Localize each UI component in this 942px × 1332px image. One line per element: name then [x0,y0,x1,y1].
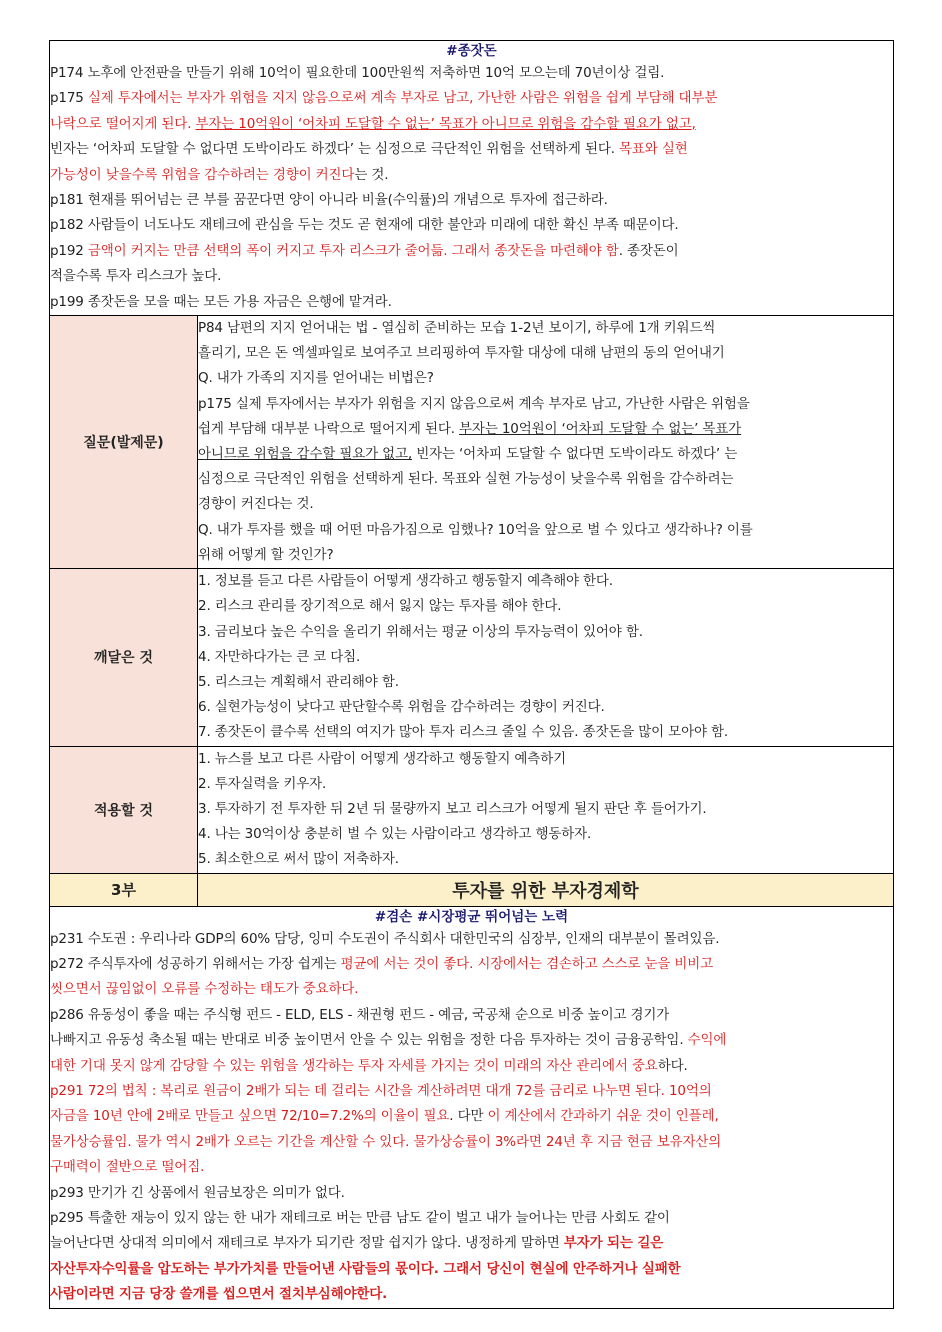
text-line [50,1003,893,1028]
apply-label: 적용할 것 [50,746,198,873]
text-segment: p192 [50,242,88,259]
text-segment: 가능성이 낮을수록 위험을 감수하려는 경향이 커진다 [50,166,355,183]
text-line [198,847,893,872]
text-line [50,1181,893,1206]
text-line [50,239,893,264]
text-line [50,1028,893,1053]
text-segment: p293 만기가 긴 상품에서 원금보장은 의미가 없다. [50,1184,345,1201]
text-line [198,518,893,543]
text-segment: 하다. [657,1057,688,1074]
text-segment: 실제 투자에서는 부자가 위험을 지지 않음으로써 계속 부자로 남고, 가난한 사람은 위험을 쉽게 부담해 대부분 [87,90,718,107]
text-line [50,952,893,977]
text-line [50,1206,893,1231]
section1-body [50,61,893,315]
text-segment: 나락으로 떨어지게 된다. [50,115,196,132]
text-line [50,1231,893,1256]
text-segment: 목표와 실현 [619,141,688,158]
text-line [198,645,893,670]
text-segment: 수익에 [687,1032,727,1049]
text-segment: P84 남편의 지지 얻어내는 법 - 열심히 준비하는 모습 1-2년 보이기, 하루에 1개 키워드씩 [198,320,716,337]
text-segment: 3. 금리보다 높은 수익을 올리기 위해서는 평균 이상의 투자능력이 있어야 함. [198,623,643,640]
section1-hashtag: #종잣돈 [446,43,497,59]
text-line [50,1155,893,1180]
text-segment: 부자는 10억원이 ‘어차피 도달할 수 없는’ 목표가 [459,420,742,437]
text-segment: 5. 리스크는 계획해서 관리해야 함. [198,673,399,690]
text-segment: 4. 나는 30억이상 충분히 벌 수 있는 사람이라고 생각하고 행동하자. [198,826,592,843]
text-line [198,620,893,645]
text-segment: 이 계산에서 간과하기 쉬운 것이 인플레, [487,1108,719,1125]
section2-body [50,927,893,1308]
text-line [198,670,893,695]
text-line [198,417,893,442]
text-segment: Q. 내가 투자를 했을 때 어떤 마음가짐으로 임했나? 10억을 앞으로 벌 수 있다고 생각하나? 이를 [198,521,753,538]
text-line [50,927,893,952]
text-segment: P174 노후에 안전판을 만들기 위해 10억이 필요한데 100만원씩 저축하면 10억 모으는데 70년이상 걸림. [50,65,665,81]
question-body [198,316,894,569]
text-segment: p286 유동성이 좋을 때는 주식형 펀드 - ELD, ELS - 채권형 펀드 - 예금, 국공채 순으로 비중 높이고 경기가 [50,1006,670,1023]
text-line [50,137,893,162]
text-segment: p182 사람들이 너도나도 재테크에 관심을 두는 것도 곧 현재에 대한 불안과 미래에 대한 확신 부족 때문이다. [50,217,679,234]
text-segment: 평균에 서는 것이 좋다. 시장에서는 겸손하고 스스로 눈을 비비고 [340,955,714,972]
text-segment: Q. 내가 가족의 지지를 얻어내는 비법은? [198,370,434,387]
study-note-table [49,40,894,1309]
text-line [50,1257,893,1282]
text-segment: 1. 뉴스를 보고 다른 사람이 어떻게 생각하고 행동할지 예측하기 [198,750,566,767]
text-line [50,290,893,315]
text-segment: 늘어난다면 상대적 의미에서 재테크로 부자가 되기란 정말 쉽지가 않다. 냉정하게 말하면 [50,1235,564,1252]
text-segment: 사람이라면 지금 당장 쓸개를 씹으면서 절치부심해야한다. [50,1286,388,1303]
text-line [198,772,893,797]
text-line [198,392,893,417]
question-label: 질문(발제문) [50,316,198,569]
text-line [50,1054,893,1079]
text-segment: 흘리기, 모은 돈 엑셀파일로 보여주고 브리핑하여 투자할 대상에 대해 남편의 동의 얻어내기 [198,345,725,362]
text-segment: 3. 투자하기 전 투자한 뒤 2년 뒤 물량까지 보고 리스크가 어떻게 될지 판단 후 들어가기. [198,800,707,817]
text-line [50,188,893,213]
text-segment: 7. 종잣돈이 클수록 선택의 여지가 많아 투자 리스크 줄일 수 있음. 종잣돈을 많이 모아야 함. [198,724,729,741]
text-line [50,1282,893,1307]
text-segment: 쉽게 부담해 대부분 나락으로 떨어지게 된다. [198,420,460,437]
text-segment: p175 [50,90,88,107]
text-segment: 부자는 10억원이 ‘어차피 도달할 수 없는’ 목표가 아니므로 위험을 감수할 필요가 없고, [195,115,696,132]
text-segment: 경향이 커진다는 것. [198,496,314,513]
text-segment: p181 현재를 뛰어넘는 큰 부를 꿈꾼다면 양이 아니라 비율(수익률)의 개념으로 투자에 접근하라. [50,192,608,209]
text-line [198,467,893,492]
text-segment: 금액이 커지는 만큼 선택의 폭이 커지고 투자 리스크가 줄어듦. 그래서 종잣돈을 마련해야 함 [87,242,619,259]
text-segment: 아니므로 위험을 감수할 필요가 없고, [198,446,413,463]
text-line [50,86,893,111]
text-segment: 4. 자만하다가는 큰 코 다침. [198,648,361,665]
text-segment: 2. 리스크 관리를 장기적으로 해서 잃지 않는 투자를 해야 한다. [198,598,562,615]
text-segment: 6. 실현가능성이 낮다고 판단할수록 위험을 감수하려는 경향이 커진다. [198,699,605,716]
text-segment: 자산투자수익률을 압도하는 부가가치를 만들어낸 사람들의 몫이다. 그래서 당신이 현실에 안주하거나 실패한 [50,1260,681,1277]
section1-cell [50,41,894,316]
text-line [198,492,893,517]
part-label: 3부 [50,873,198,906]
text-segment: 심정으로 극단적인 위험을 선택하게 된다. 목표와 실현 가능성이 낮을수록 위험을 감수하려는 [198,471,734,488]
text-segment: p175 실제 투자에서는 부자가 위험을 지지 않음으로써 계속 부자로 남고, 가난한 사람은 위험을 [198,395,750,412]
realized-label: 깨달은 것 [50,569,198,746]
text-segment: p199 종잣돈을 모을 때는 모든 가용 자금은 은행에 맡겨라. [50,293,392,310]
text-line [198,341,893,366]
text-line [198,543,893,568]
text-segment: 씻으면서 끊임없이 오류를 수정하는 태도가 중요하다. [50,981,359,998]
text-segment: p295 특출한 재능이 있지 않는 한 내가 재테크로 버는 만큼 남도 같이 벌고 내가 늘어나는 만큼 사회도 같이 [50,1210,670,1226]
text-segment: 구매력이 절반으로 떨어짐. [50,1159,205,1176]
text-line [198,366,893,391]
text-segment: 부자가 되는 길은 [563,1235,664,1252]
text-segment: p231 수도권 : 우리나라 GDP의 60% 담당, 잉미 수도권이 주식회사 대한민국의 심장부, 인재의 대부분이 몰려있음. [50,930,720,947]
realized-body [198,569,894,746]
text-segment: 대한 기대 못지 않게 감당할 수 있는 위험을 생각하는 투자 자세를 가지는 것이 미래의 자산 관리에서 중요 [50,1057,658,1074]
text-line [50,1104,893,1129]
text-line [50,264,893,289]
text-segment: 자금을 10년 안에 2배로 만들고 싶으면 72/10=7.2%의 이율이 필요 [50,1108,450,1125]
text-segment: 는 것. [354,166,389,183]
text-line [198,569,893,594]
section2-hashtag: #겸손 #시장평균 뛰어넘는 노력 [374,908,569,925]
text-segment: . 다만 [449,1108,488,1125]
text-segment: p291 72의 법칙 : 복리로 원금이 2배가 되는 데 걸리는 시간을 계산하려면 대개 72를 금리로 나누면 된다. 10억의 [50,1082,712,1099]
text-line [50,1130,893,1155]
text-segment: 나빠지고 유동성 축소될 때는 반대로 비중 높이면서 안을 수 있는 위험을 정한 다음 투자하는 것이 금융공학임. [50,1032,688,1049]
text-line [198,695,893,720]
text-line [50,213,893,238]
text-line [50,1079,893,1104]
text-segment: 위해 어떻게 할 것인가? [198,546,334,563]
text-segment: 2. 투자실력을 키우자. [198,775,327,792]
text-line [50,61,893,86]
text-segment: . 종잣돈이 [618,242,679,259]
text-line [198,594,893,619]
text-line [198,316,893,341]
text-line [50,163,893,188]
section2-cell [50,906,894,1308]
text-segment: p272 주식투자에 성공하기 위해서는 가장 쉽게는 [50,955,341,972]
text-segment: 1. 정보를 듣고 다른 사람들이 어떻게 생각하고 행동할지 예측해야 한다. [198,573,613,590]
text-line [198,442,893,467]
text-line [50,977,893,1002]
text-segment: 빈자는 ‘어차피 도달할 수 없다면 도박이라도 하겠다’ 는 심정으로 극단적인 위험을 선택하게 된다. [50,141,620,158]
text-segment: 빈자는 ‘어차피 도달할 수 없다면 도박이라도 하겠다’ 는 [412,446,738,463]
text-line [198,822,893,847]
text-segment: 물가상승률임. 물가 역시 2배가 오르는 기간을 계산할 수 있다. 물가상승률이 3%라면 24년 후 지금 현금 보유자산의 [50,1133,722,1150]
text-line [198,747,893,772]
apply-body [198,746,894,873]
text-line [198,720,893,745]
part-title: 투자를 위한 부자경제학 [198,873,894,906]
text-segment: 적을수록 투자 리스크가 높다. [50,268,222,285]
text-line [50,112,893,137]
text-line [198,797,893,822]
text-segment: 5. 최소한으로 써서 많이 저축하자. [198,851,399,868]
